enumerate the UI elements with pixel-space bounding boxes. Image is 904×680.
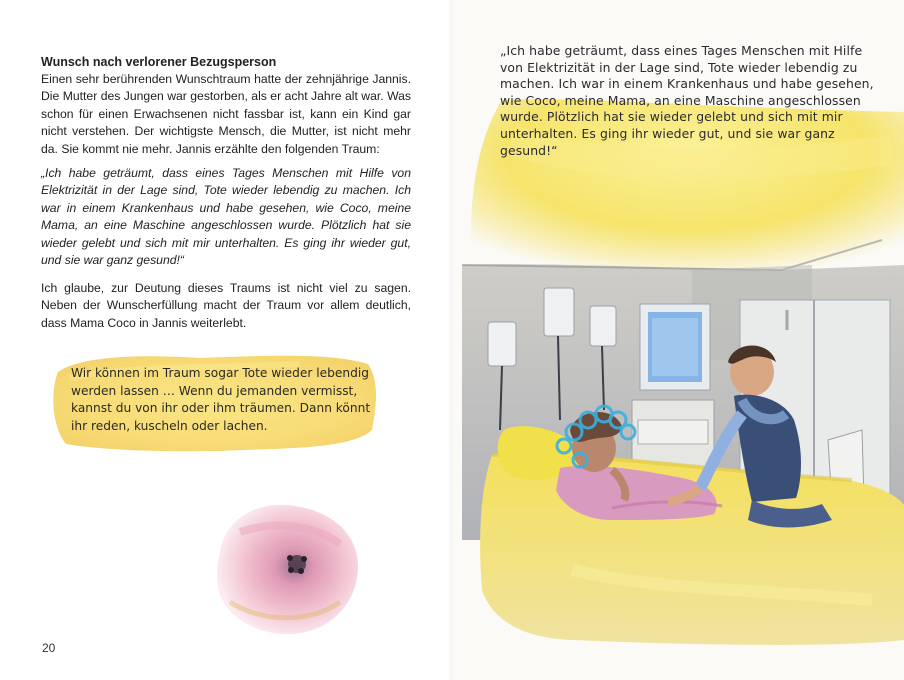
callout-text: Wir können im Traum sogar Tote wieder lebendig werden lassen … Wenn du jemanden vermisst, kannst du von ihr oder ihm träumen. Dann könnt ihr reden, kuscheln oder lachen. bbox=[71, 366, 371, 433]
intro-paragraph: Einen sehr berührenden Wunschtraum hatte der zehnjährige Jannis. Die Mutter des Jungen war gestorben, als er acht Jahre alt war. Was schon für einen Erwachsenen nicht fassbar ist, kann ein Kind gar nicht verstehen. Der wichtigste Mensch, die Mutter, ist nicht mehr da. Sie kommt nie mehr. Jannis erzählte den folgenden Traum: bbox=[41, 72, 411, 156]
interpretation-paragraph: Ich glaube, zur Deutung dieses Traums ist nicht viel zu sagen. Neben der Wunscherfüllung macht der Traum vor allem deutlich, dass Mama Coco in Jannis weiterlebt. bbox=[41, 281, 411, 330]
watercolor-flower-illustration bbox=[200, 492, 370, 642]
page-number: 20 bbox=[42, 641, 56, 655]
section-heading: Wunsch nach verlorener Bezugsperson bbox=[41, 55, 277, 69]
right-page bbox=[452, 0, 904, 680]
dream-quote: „Ich habe geträumt, dass eines Tages Menschen mit Hilfe von Elektrizität in der Lage sind, Tote wieder lebendig zu machen. Ich war in einem Krankenhaus und habe gesehen, wie Coco, meine Mama, an eine Maschine angeschlossen wurde. Plötzlich hat sie wieder gelebt und sich mit mir unterhalten. Es ging ihr wieder gut, und sie war ganz gesund!“ bbox=[41, 166, 411, 268]
handwritten-dream-quote: „Ich habe geträumt, dass eines Tages Menschen mit Hilfe von Elektrizität in der Lage sind, Tote wieder lebendig zu machen. Ich war in einem Krankenhaus und habe gesehen, wie Coco, meine Mama, an eine Maschine angeschlossen wurde. Plötzlich hat sie wieder gelebt und sich mit mir unterhalten. Es ging ihr wieder gut, und sie war ganz gesund!“ bbox=[500, 43, 874, 158]
